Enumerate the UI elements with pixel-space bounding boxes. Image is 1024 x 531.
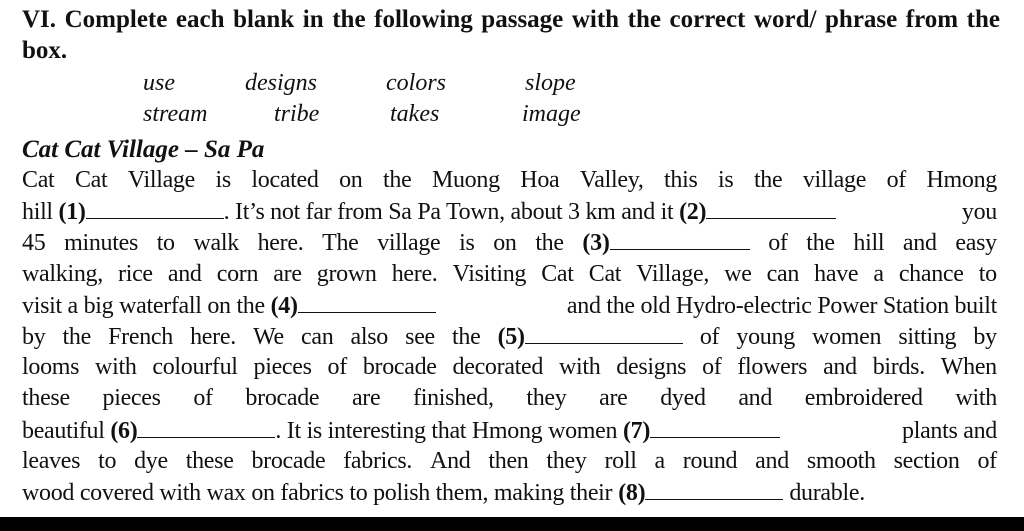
passage-word: Cat	[541, 260, 574, 287]
passage-word: fabrics.	[343, 447, 413, 474]
passage-word: here.	[190, 323, 236, 350]
passage-word: leaves	[22, 447, 81, 474]
passage-word: they	[526, 385, 567, 412]
passage-word: round	[682, 447, 738, 474]
passage-line	[22, 321, 997, 352]
passage-word: hill	[853, 230, 885, 257]
passage-word: is	[718, 167, 734, 193]
passage-word: Hmong	[926, 167, 997, 193]
passage-word: rice	[118, 260, 153, 287]
passage-word: a	[873, 260, 884, 287]
passage-segment-text: plants and	[902, 417, 997, 444]
bottom-border-bar	[0, 517, 1024, 531]
passage-word: also	[350, 323, 389, 350]
word-box-item: designs	[245, 70, 317, 96]
blank-number: (7)	[622, 417, 651, 444]
passage-body	[22, 165, 997, 508]
passage-line	[22, 227, 997, 258]
passage-segment	[22, 290, 436, 322]
passage-word: located	[251, 167, 319, 193]
passage-word: by	[973, 323, 997, 350]
passage-word: embroidered	[804, 385, 923, 412]
passage-word: dyed	[660, 385, 706, 412]
passage-word: Valley,	[579, 167, 644, 193]
passage-line	[22, 477, 997, 508]
passage-word: of	[702, 354, 722, 381]
passage-line	[22, 446, 997, 477]
passage-word: flowers	[737, 354, 808, 381]
passage-word: here.	[391, 260, 438, 287]
passage-word: finished,	[413, 385, 494, 412]
passage-word: Cat	[22, 167, 55, 193]
passage-word: Village	[127, 167, 195, 193]
answer-blank-3[interactable]	[610, 227, 750, 250]
passage-word: we	[724, 260, 752, 287]
passage-line	[22, 290, 997, 321]
passage-word: brocade	[251, 447, 326, 474]
passage-word: the	[383, 167, 412, 193]
passage-word: hill	[22, 199, 53, 226]
passage-word: the	[535, 230, 564, 257]
passage-word: to	[98, 447, 117, 474]
passage-word: these	[22, 385, 70, 412]
passage-word: to	[978, 260, 997, 287]
passage-word: to	[156, 230, 175, 257]
passage-word: of	[327, 354, 347, 381]
word-box-item: image	[522, 101, 581, 127]
blank-group	[498, 321, 683, 353]
passage-word: walking,	[22, 260, 103, 287]
passage-word: on	[339, 167, 363, 193]
passage-line	[22, 383, 997, 414]
answer-blank-5[interactable]	[525, 321, 683, 344]
passage-word: grown	[316, 260, 377, 287]
passage-word: the	[806, 230, 835, 257]
passage-word: then	[488, 447, 529, 474]
passage-word: and	[902, 230, 937, 257]
passage-word: these	[185, 447, 234, 474]
passage-word: We	[253, 323, 284, 350]
passage-line	[22, 196, 997, 227]
passage-word: roll	[604, 447, 637, 474]
passage-word: section	[893, 447, 960, 474]
passage-word: with	[558, 354, 601, 381]
passage-word: on	[493, 230, 517, 257]
passage-word: with	[955, 385, 997, 412]
passage-word: village	[377, 230, 441, 257]
passage-word: you	[961, 199, 997, 226]
passage-word: and	[738, 385, 773, 412]
passage-word: birds.	[872, 354, 925, 381]
passage-word: of	[977, 447, 997, 474]
passage-word: see	[405, 323, 435, 350]
passage-segment-text: and the old Hydro-electric Power Station built	[566, 292, 997, 319]
passage-word: And	[430, 447, 471, 474]
passage-word: looms	[22, 354, 80, 381]
passage-word: Hoa	[520, 167, 560, 193]
passage-word: and	[167, 260, 202, 287]
passage-word: Cat	[74, 167, 108, 193]
passage-word: and	[755, 447, 789, 474]
passage-word: the	[452, 323, 481, 350]
passage-word: easy	[955, 230, 997, 257]
passage-segment-text: . It’s not far from Sa Pa Town, about 3 km and it	[223, 199, 674, 226]
passage-word: village	[802, 167, 867, 193]
passage-word: here.	[257, 230, 304, 257]
passage-word: beautiful	[22, 417, 105, 444]
passage-word: Muong	[431, 167, 500, 193]
word-box-item: colors	[386, 70, 446, 96]
word-box-item: tribe	[274, 101, 320, 127]
passage-word: chance	[898, 260, 964, 287]
answer-blank-1[interactable]	[86, 196, 224, 219]
word-box-item: takes	[390, 101, 440, 127]
answer-blank-7[interactable]	[650, 415, 780, 438]
passage-word: with	[95, 354, 137, 381]
passage-word: is	[459, 230, 475, 257]
passage-word: minutes	[64, 230, 138, 257]
answer-blank-8[interactable]	[645, 477, 783, 500]
passage-word: walk	[193, 230, 239, 257]
blank-number: (3)	[582, 230, 610, 257]
passage-word: Visiting	[452, 260, 527, 287]
passage-word: of	[886, 167, 906, 193]
passage-word: and	[823, 354, 857, 381]
passage-title: Cat Cat Village – Sa Pa	[22, 136, 265, 163]
exercise-heading: VI. Complete each blank in the following passage with the correct word/ phrase from the box.	[22, 6, 1000, 64]
passage-word: sitting	[898, 323, 957, 350]
passage-segment-text: wood covered with wax on fabrics to polish them, making their	[22, 479, 613, 506]
passage-word: pieces	[253, 354, 312, 381]
passage-word: the	[62, 323, 91, 350]
word-box-item: slope	[525, 70, 576, 96]
passage-word: are	[599, 385, 628, 412]
passage-word: are	[351, 385, 381, 412]
blank-number: (6)	[110, 417, 138, 444]
passage-word: young	[736, 323, 795, 350]
passage-word: of	[699, 323, 720, 350]
blank-number: (4)	[270, 292, 298, 319]
passage-word: corn	[216, 260, 259, 287]
passage-line	[22, 259, 997, 290]
passage-word: by	[22, 323, 46, 350]
passage-word: brocade	[245, 385, 320, 412]
passage-word: of	[193, 385, 213, 412]
blank-group	[618, 477, 783, 509]
blank-number: (2)	[679, 199, 707, 226]
passage-word: can	[301, 323, 334, 350]
passage-word: of	[768, 230, 788, 257]
passage-word: durable.	[789, 479, 865, 506]
passage-word: colourful	[152, 354, 238, 381]
passage-word: this	[664, 167, 698, 193]
passage-word: the	[753, 167, 783, 193]
word-box-item: use	[143, 70, 175, 96]
passage-word: The	[322, 230, 359, 257]
passage-word: a	[654, 447, 665, 474]
passage-segment-text: . It is interesting that Hmong women	[275, 417, 618, 444]
passage-word: designs	[616, 354, 687, 381]
passage-word: they	[546, 447, 587, 474]
passage-word: When	[940, 354, 997, 381]
passage-word: decorated	[452, 354, 544, 381]
answer-blank-2[interactable]	[706, 196, 836, 219]
passage-word: dye	[134, 447, 168, 474]
passage-segment-text: visit a big waterfall on the	[22, 292, 265, 319]
blank-number: (5)	[497, 323, 525, 350]
passage-line	[22, 352, 997, 383]
passage-word: brocade	[362, 354, 437, 381]
passage-word: can	[766, 260, 800, 287]
passage-word: women	[812, 323, 882, 350]
blank-number: (1)	[58, 199, 86, 226]
passage-word: Cat	[588, 260, 622, 287]
word-box	[0, 70, 1024, 134]
passage-word: 45	[22, 230, 46, 257]
passage-word: pieces	[102, 385, 161, 412]
answer-blank-4[interactable]	[298, 290, 436, 313]
passage-word: smooth	[806, 447, 876, 474]
passage-word: have	[814, 260, 859, 287]
passage-word: Village,	[636, 260, 710, 287]
passage-line	[22, 415, 997, 446]
passage-word: French	[108, 323, 173, 350]
passage-word: are	[273, 260, 302, 287]
passage-line	[22, 165, 997, 196]
passage-word: is	[215, 167, 231, 193]
passage-segment	[22, 415, 780, 447]
blank-number: (8)	[618, 479, 646, 506]
blank-group	[582, 227, 749, 259]
passage-segment	[22, 196, 836, 228]
answer-blank-6[interactable]	[137, 415, 275, 438]
word-box-item: stream	[143, 101, 208, 127]
